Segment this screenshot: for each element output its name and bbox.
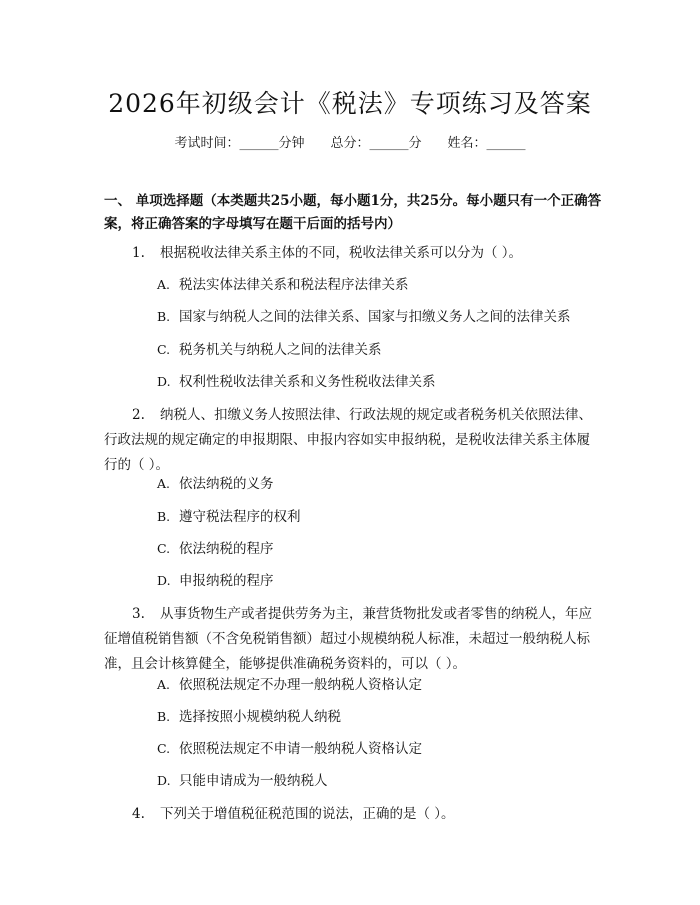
question-2-option-a	[157, 474, 607, 494]
option-letter: D.	[157, 573, 171, 588]
question-4	[104, 802, 602, 827]
option-text: 选择按照小规模纳税人纳税	[179, 709, 341, 725]
question-number: 1.	[132, 245, 145, 261]
question-3	[104, 602, 602, 677]
exam-meta	[0, 132, 700, 151]
option-text: 依法纳税的义务	[179, 476, 274, 492]
option-text: 税法实体法律关系和税法程序法律关系	[179, 277, 409, 293]
page-title: 2026年初级会计《税法》专项练习及答案	[108, 89, 592, 118]
question-3-option-d	[157, 771, 607, 791]
option-letter: B.	[157, 709, 171, 724]
option-letter: A.	[157, 476, 171, 491]
option-text: 国家与纳税人之间的法律关系、国家与扣缴义务人之间的法律关系	[179, 309, 571, 325]
question-2	[104, 403, 602, 478]
exam-name: 姓名：______	[447, 136, 526, 151]
question-number: 4.	[132, 806, 145, 822]
option-letter: D.	[157, 773, 171, 788]
section-heading: 一、 单项选择题（本类题共25小题，每小题1分，共25分。每小题只有一个正确答案，将正确答案的字母填写在题干后面的括号内）	[104, 193, 602, 232]
option-letter: A.	[157, 277, 171, 292]
question-text: 纳税人、扣缴义务人按照法律、行政法规的规定或者税务机关依照法律、行政法规的规定确定的申报期限、申报内容如实申报纳税，是税收法律关系主体履行的（ ）。	[104, 407, 592, 473]
question-2-option-d	[157, 571, 607, 591]
question-1	[104, 241, 602, 266]
option-text: 权利性税收法律关系和义务性税收法律关系	[179, 374, 436, 390]
option-letter: C.	[157, 342, 171, 357]
question-2-option-c	[157, 539, 607, 559]
option-letter: B.	[157, 509, 171, 524]
option-letter: C.	[157, 541, 171, 556]
question-1-option-d	[157, 372, 607, 392]
question-3-option-c	[157, 739, 607, 759]
option-letter: A.	[157, 677, 171, 692]
question-number: 3.	[132, 606, 145, 622]
option-text: 只能申请成为一般纳税人	[179, 773, 328, 789]
option-letter: D.	[157, 374, 171, 389]
question-3-option-a	[157, 675, 607, 695]
option-text: 依法纳税的程序	[179, 541, 274, 557]
question-number: 2.	[132, 407, 145, 423]
question-2-option-b	[157, 507, 607, 527]
option-letter: B.	[157, 309, 171, 324]
question-1-option-c	[157, 340, 607, 360]
option-text: 申报纳税的程序	[179, 573, 274, 589]
question-text: 从事货物生产或者提供劳务为主，兼营货物批发或者零售的纳税人，年应征增值税销售额（不含免税销售额）超过小规模纳税人标准，未超过一般纳税人标准，且会计核算健全，能够提供准确税务资料的，可以（ ）。	[104, 606, 592, 672]
option-text: 遵守税法程序的权利	[179, 509, 301, 525]
question-3-option-b	[157, 707, 607, 727]
option-text: 依照税法规定不办理一般纳税人资格认定	[179, 677, 422, 693]
option-letter: C.	[157, 741, 171, 756]
question-1-option-b	[157, 307, 607, 327]
exam-time: 考试时间：______分钟	[174, 136, 305, 151]
question-1-option-a	[157, 275, 607, 295]
question-text: 根据税收法律关系主体的不同，税收法律关系可以分为（ ）。	[160, 245, 523, 261]
exam-score: 总分：______分	[330, 136, 422, 151]
option-text: 税务机关与纳税人之间的法律关系	[179, 342, 382, 358]
question-text: 下列关于增值税征税范围的说法，正确的是（ ）。	[160, 806, 455, 822]
option-text: 依照税法规定不申请一般纳税人资格认定	[179, 741, 422, 757]
